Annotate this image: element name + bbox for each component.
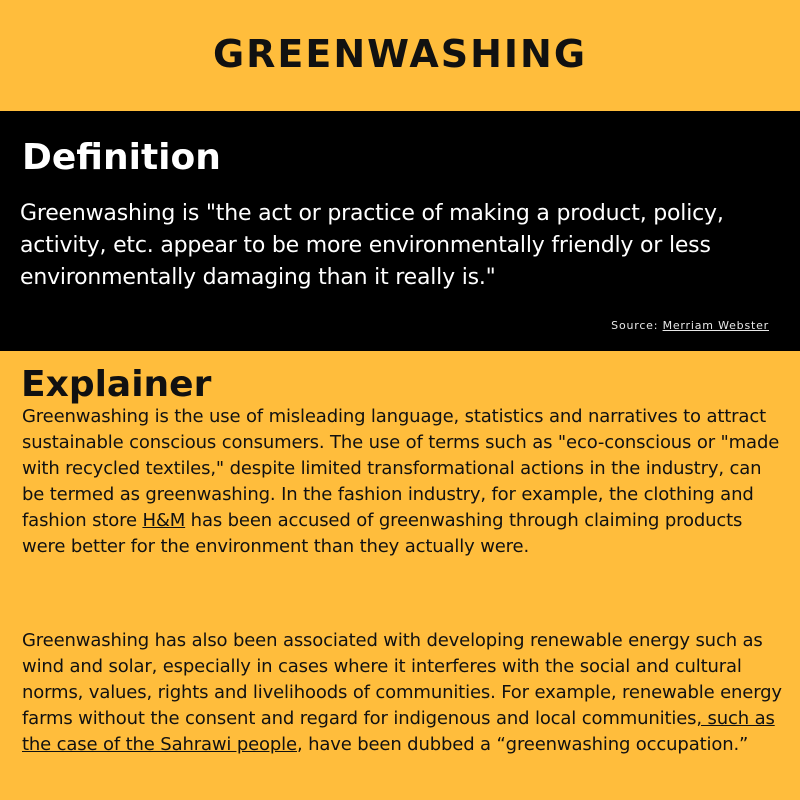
explainer-heading: Explainer	[21, 364, 212, 405]
explainer-paragraph-1-after-link: has been accused of greenwashing through claiming products were better for the environment than they actually were.	[22, 510, 743, 557]
source-citation	[611, 319, 769, 333]
merriam-webster-link[interactable]: Merriam Webster	[662, 319, 769, 332]
page-header	[0, 0, 800, 111]
hm-link[interactable]: H&M	[142, 510, 186, 531]
definition-heading: Definition	[22, 137, 221, 178]
explainer-paragraph-2	[22, 628, 782, 758]
page-title: GREENWASHING	[212, 31, 588, 76]
definition-text: Greenwashing is "the act or practice of making a product, policy, activity, etc. appear to be more environmentally friendly or less environmentally damaging than it really is."	[20, 201, 724, 290]
definition-section	[0, 111, 800, 351]
sahrawi-people-link[interactable]: , such as the case of the Sahrawi people	[22, 708, 775, 755]
source-prefix: Source:	[611, 319, 663, 332]
explainer-paragraph-2-after-link: , have been dubbed a “greenwashing occupation.”	[296, 734, 749, 755]
explainer-paragraph-1	[22, 404, 782, 560]
explainer-paragraph-1-before-link: Greenwashing is the use of misleading language, statistics and narratives to attract sustainable conscious consumers. The use of terms such as "eco-conscious or "made with recycled textiles," despite limited transformational actions in the industry, can be termed as greenwashing. In the fashion industry, for example, the clothing and fashion store	[22, 406, 780, 531]
explainer-section	[0, 351, 800, 800]
explainer-paragraph-2-before-link: Greenwashing has also been associated with developing renewable energy such as wind and solar, especially in cases where it interferes with the social and cultural norms, values, rights and livelihoods of communities. For example, renewable energy farms without the consent and regard for indigenous and local communities	[22, 630, 782, 729]
